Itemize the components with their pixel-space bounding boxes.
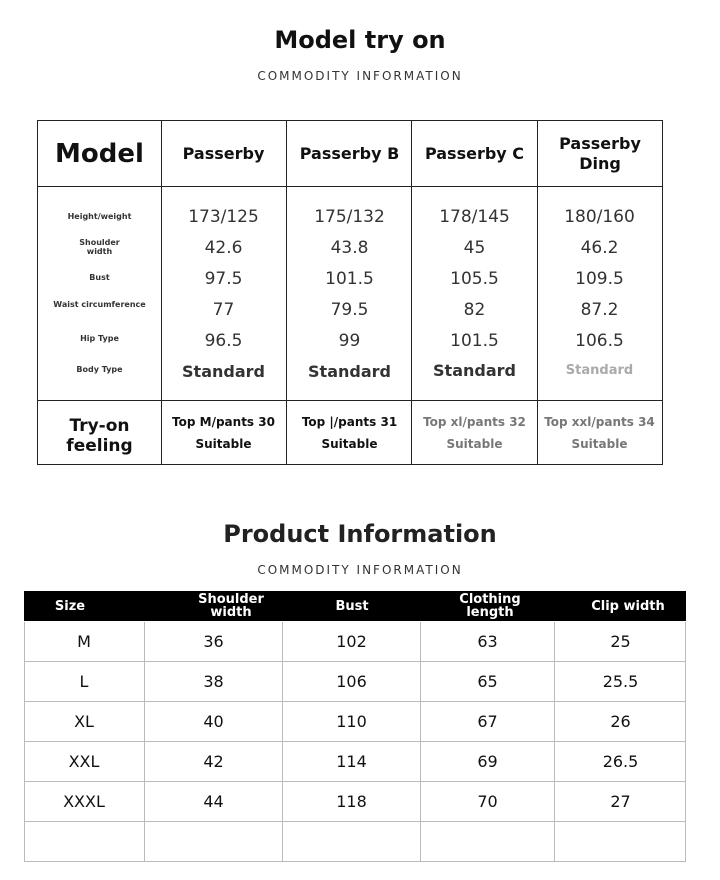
size-cell: L: [79, 672, 89, 691]
product-section-subtitle: COMMODITY INFORMATION: [257, 563, 463, 577]
column-divider: [685, 622, 686, 862]
table-row: [24, 782, 686, 822]
header-clip-width: Clip width: [591, 598, 665, 614]
cell-value: 99: [338, 331, 361, 351]
table-cell: 40: [203, 712, 224, 731]
body-type-value: Standard: [308, 362, 391, 381]
table-row: [24, 622, 686, 662]
model-corner-label: Model: [55, 138, 144, 169]
body-type-value: Standard: [565, 363, 634, 378]
size-cell: XXL: [68, 752, 100, 771]
cell-value: 97.5: [204, 269, 243, 289]
model-section-subtitle: COMMODITY INFORMATION: [257, 69, 463, 83]
row-divider: [38, 400, 662, 401]
try-on-fit: Suitable: [195, 437, 252, 451]
table-cell: 106: [336, 672, 367, 691]
table-cell: 70: [477, 792, 498, 811]
table-cell: 63: [477, 632, 498, 651]
cell-value: 96.5: [204, 331, 243, 351]
model-header-4: Passerby Ding: [559, 133, 641, 173]
product-information-title: Product Information: [223, 520, 497, 548]
table-cell: 67: [477, 712, 498, 731]
cell-value: 109.5: [575, 269, 624, 289]
try-on-size: Top M/pants 30: [172, 415, 275, 429]
row-label-shoulder-width: Shoulder width: [79, 238, 120, 256]
table-cell: 110: [336, 712, 367, 731]
table-cell: 69: [477, 752, 498, 771]
try-on-size: Top xl/pants 32: [423, 415, 526, 429]
table-cell: 118: [336, 792, 367, 811]
body-type-value: Standard: [433, 361, 516, 380]
size-cell: XL: [74, 712, 94, 731]
column-divider: [24, 622, 25, 862]
cell-value: 180/160: [564, 207, 635, 227]
row-label-height-weight: Height/weight: [67, 212, 132, 221]
table-cell: 25.5: [602, 672, 639, 691]
header-size: Size: [54, 598, 86, 614]
table-cell: 27: [610, 792, 631, 811]
table-cell: 25: [610, 632, 631, 651]
cell-value: 101.5: [325, 269, 374, 289]
size-cell: M: [77, 632, 91, 651]
model-table-header: [38, 121, 662, 187]
model-try-on-title: Model try on: [274, 26, 446, 54]
table-cell: 26: [610, 712, 631, 731]
model-header-2: Passerby B: [299, 143, 400, 163]
cell-value: 87.2: [580, 300, 619, 320]
row-label-bust: Bust: [89, 273, 110, 282]
table-cell: 26.5: [602, 752, 639, 771]
model-header-3: Passerby C: [424, 143, 525, 163]
header-bust: Bust: [335, 598, 369, 614]
empty-table-row: [24, 822, 686, 862]
cell-value: 79.5: [330, 300, 369, 320]
cell-value: 42.6: [204, 238, 243, 258]
table-cell: 36: [203, 632, 224, 651]
try-on-size: Top xxl/pants 34: [544, 415, 655, 429]
table-cell: 38: [203, 672, 224, 691]
column-divider: [554, 622, 555, 862]
table-row: [24, 702, 686, 742]
table-cell: 114: [336, 752, 367, 771]
cell-value: 45: [463, 238, 486, 258]
size-cell: XXXL: [63, 792, 105, 811]
header-clothing-length: Clothing length: [459, 592, 521, 620]
column-divider: [420, 622, 421, 862]
table-cell: 65: [477, 672, 498, 691]
try-on-size: Top |/pants 31: [301, 415, 398, 429]
try-on-fit: Suitable: [571, 437, 628, 451]
row-label-waist-circumference: Waist circumference: [53, 300, 146, 309]
cell-value: 77: [212, 300, 235, 320]
column-divider: [144, 622, 145, 862]
table-row: [24, 662, 686, 702]
cell-value: 43.8: [330, 238, 369, 258]
column-divider: [282, 622, 283, 862]
cell-value: 101.5: [450, 331, 499, 351]
table-cell: 42: [203, 752, 224, 771]
cell-value: 106.5: [575, 331, 624, 351]
model-header-1: Passerby: [182, 143, 265, 163]
model-try-on-table: [37, 120, 663, 465]
cell-value: 173/125: [188, 207, 259, 227]
header-shoulder-width: Shoulder width: [198, 592, 264, 620]
table-cell: 102: [336, 632, 367, 651]
row-label-hip-type: Hip Type: [80, 334, 119, 343]
body-type-value: Standard: [182, 362, 265, 381]
table-cell: 44: [203, 792, 224, 811]
try-on-feeling-label: Try-on feeling: [66, 416, 133, 456]
cell-value: 46.2: [580, 238, 619, 258]
product-table-header: [24, 591, 686, 621]
row-label-body-type: Body Type: [76, 365, 123, 374]
cell-value: 178/145: [439, 207, 510, 227]
cell-value: 82: [463, 300, 486, 320]
cell-value: 105.5: [450, 269, 499, 289]
try-on-fit: Suitable: [321, 437, 378, 451]
try-on-fit: Suitable: [446, 437, 503, 451]
cell-value: 175/132: [314, 207, 385, 227]
table-row: [24, 742, 686, 782]
